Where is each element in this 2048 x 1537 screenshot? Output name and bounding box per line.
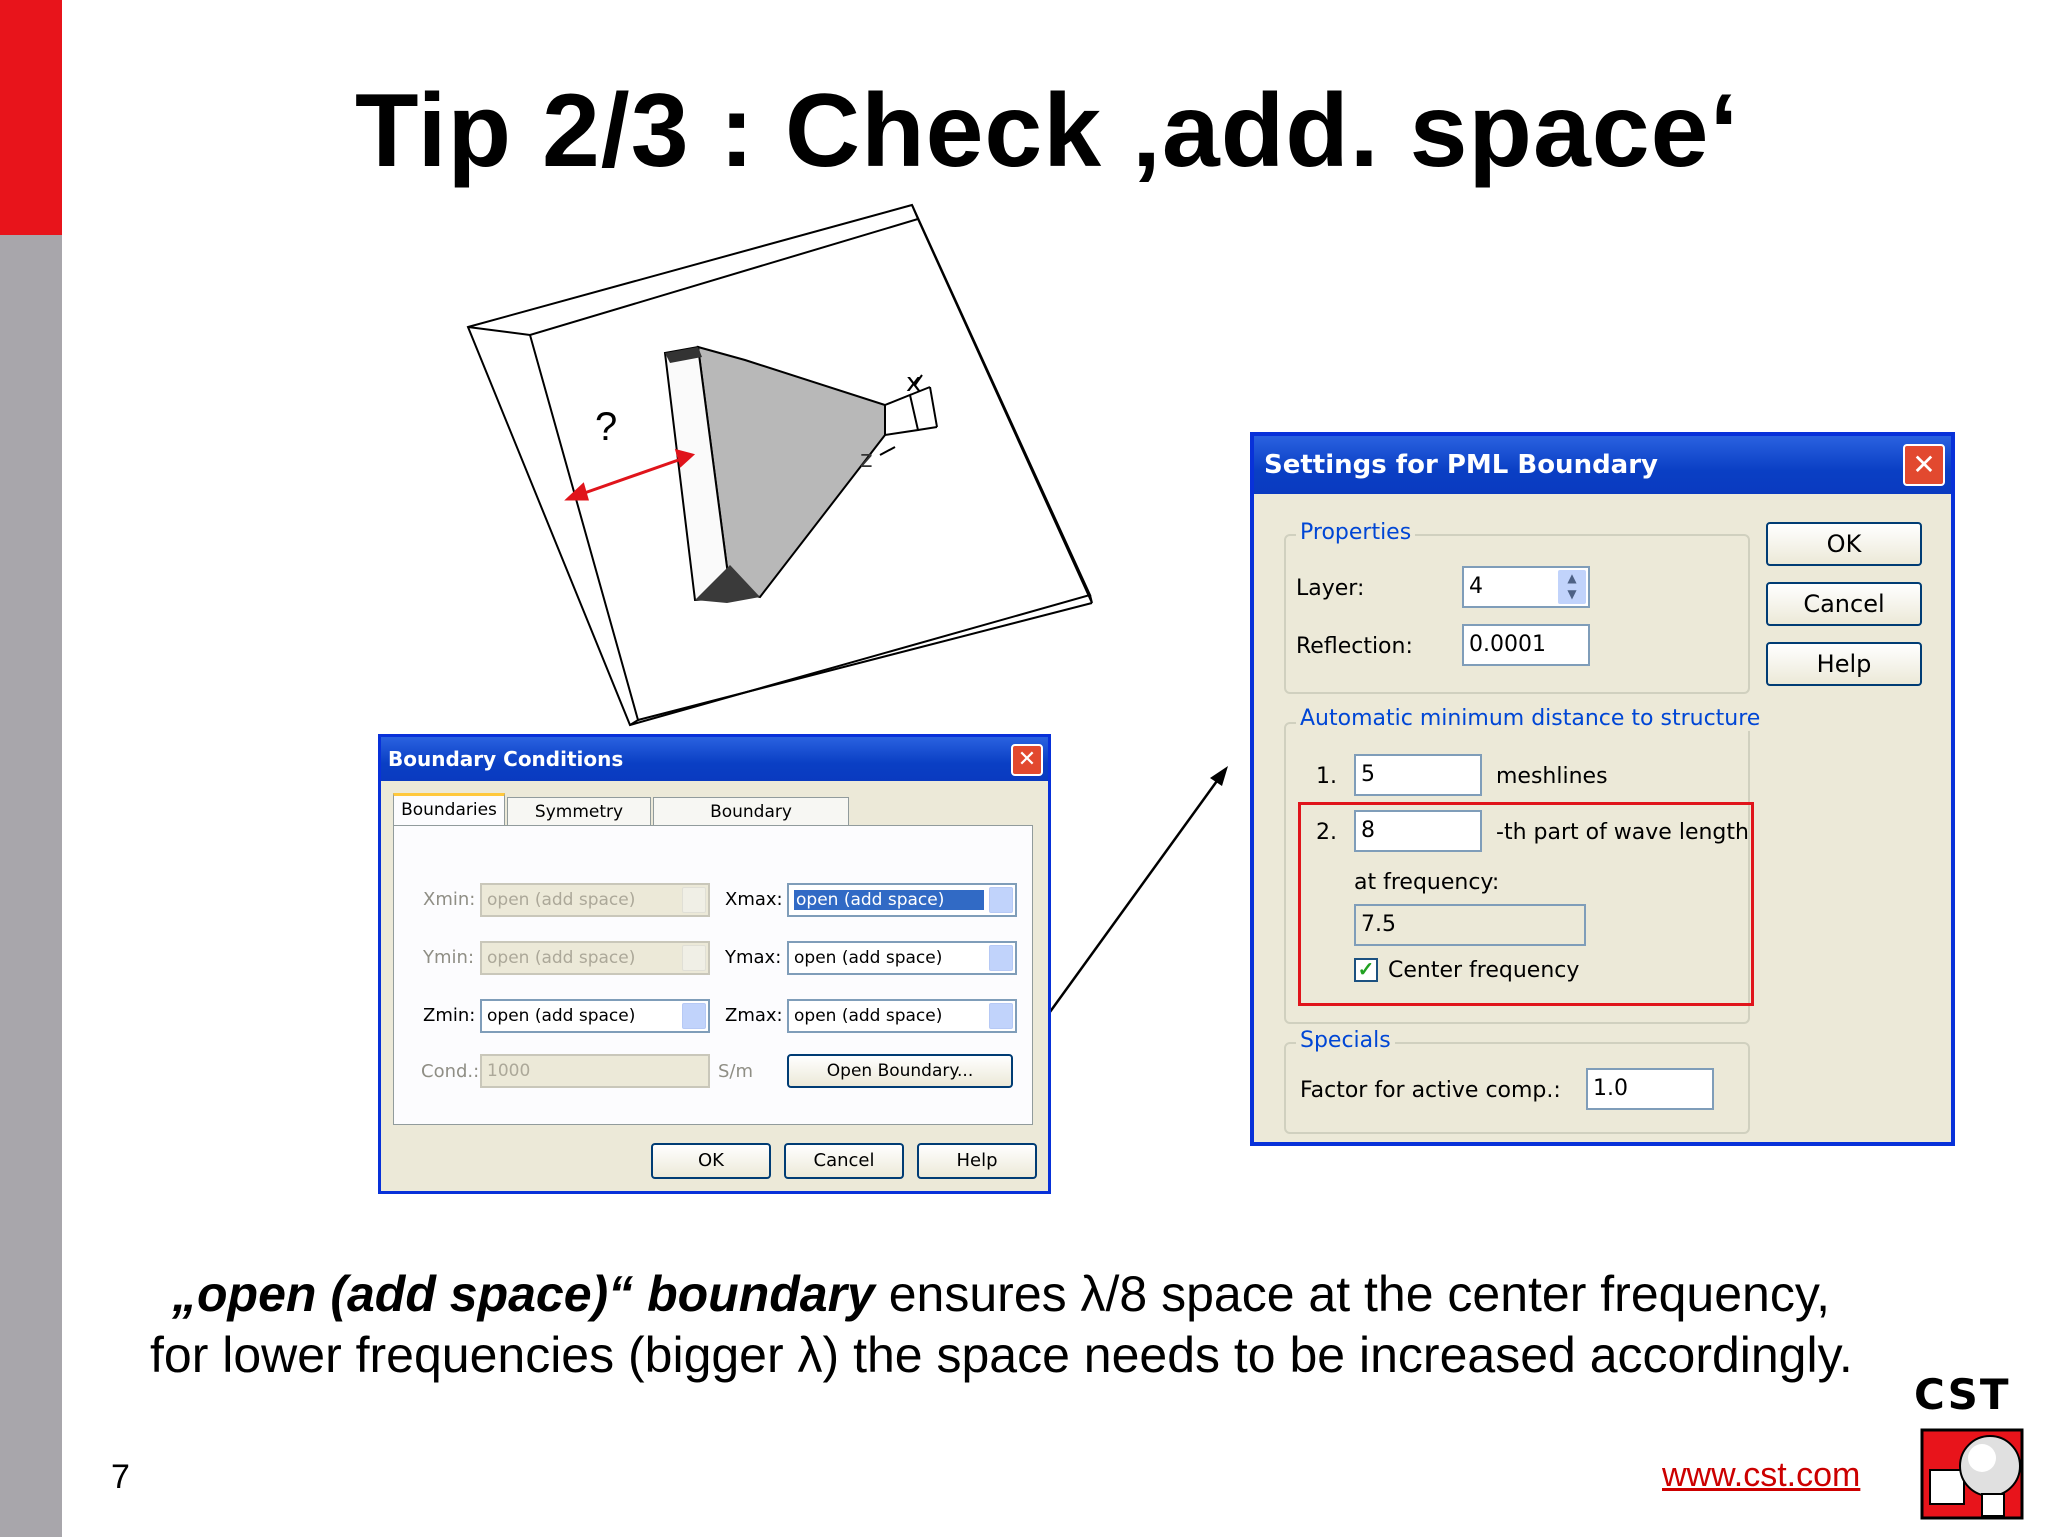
at-frequency-label: at frequency:	[1354, 870, 1500, 895]
pml-settings-dialog	[1250, 432, 1955, 1146]
pml-dialog-title: Settings for PML Boundary	[1264, 450, 1658, 480]
caption-bold: „open (add space)“ boundary	[172, 1266, 875, 1322]
meshlines-field[interactable]: 5	[1354, 754, 1482, 796]
center-frequency-checkbox[interactable]: ✓	[1354, 958, 1378, 982]
center-frequency-label: Center frequency	[1388, 958, 1580, 983]
wavelength-part-label: -th part of wave length	[1496, 820, 1749, 845]
zmax-select[interactable]: open (add space)	[787, 999, 1017, 1033]
layer-label: Layer:	[1296, 576, 1365, 601]
option2-number: 2.	[1316, 820, 1337, 845]
meshlines-label: meshlines	[1496, 764, 1608, 789]
axis-z-label: z	[860, 445, 873, 473]
frequency-field[interactable]: 7.5	[1354, 904, 1586, 946]
xmax-select[interactable]: open (add space)	[787, 883, 1017, 917]
ymax-select[interactable]: open (add space)	[787, 941, 1017, 975]
cst-logo	[1912, 1370, 2042, 1530]
pml-dialog-titlebar	[1254, 436, 1951, 494]
cancel-button[interactable]: Cancel	[1766, 582, 1922, 626]
ok-button[interactable]: OK	[1766, 522, 1922, 566]
help-button[interactable]: Help	[1766, 642, 1922, 686]
question-mark: ?	[595, 405, 618, 449]
tab-boundaries[interactable]: Boundaries	[393, 793, 505, 825]
chevron-down-icon	[989, 887, 1013, 913]
reflection-label: Reflection:	[1296, 634, 1413, 659]
boundary-dialog-titlebar	[381, 737, 1048, 781]
cond-unit-label: S/m	[718, 1061, 754, 1082]
website-link[interactable]: www.cst.com	[1662, 1456, 1861, 1494]
xmin-label: Xmin:	[423, 889, 476, 910]
cond-label: Cond.:	[421, 1061, 480, 1082]
horn-antenna-diagram	[440, 195, 1120, 735]
horn-antenna	[665, 347, 937, 603]
caption-line-2: for lower frequencies (bigger λ) the space needs to be increased accordingly.	[150, 1327, 1853, 1383]
specials-group-title: Specials	[1296, 1028, 1395, 1053]
cond-field[interactable]: 1000	[480, 1054, 710, 1088]
boundary-dialog-title: Boundary Conditions	[388, 747, 624, 771]
cst-logo-graphic	[1920, 1420, 2030, 1524]
zmax-label: Zmax:	[725, 1005, 783, 1026]
close-icon[interactable]: ✕	[1903, 444, 1945, 486]
layer-spinner[interactable]: 4 ▲ ▼	[1462, 566, 1590, 608]
chevron-down-icon	[682, 945, 706, 971]
open-boundary-button[interactable]: Open Boundary...	[787, 1054, 1013, 1088]
slide-caption	[150, 1264, 1910, 1386]
distance-arrow	[568, 451, 692, 499]
factor-label: Factor for active comp.:	[1300, 1078, 1561, 1103]
caption-line-1	[150, 1264, 1910, 1325]
ymax-label: Ymax:	[725, 947, 782, 968]
ymin-select[interactable]: open (add space)	[480, 941, 710, 975]
sidebar-accent-red	[0, 0, 62, 235]
zmin-label: Zmin:	[423, 1005, 476, 1026]
ymin-label: Ymin:	[423, 947, 475, 968]
chevron-down-icon	[682, 1003, 706, 1029]
properties-group	[1284, 534, 1750, 694]
slide-number: 7	[111, 1458, 130, 1496]
slide-title: Tip 2/3 : Check ‚add. space‘	[355, 73, 1740, 189]
chevron-down-icon	[989, 945, 1013, 971]
option1-number: 1.	[1316, 764, 1337, 789]
xmin-select[interactable]: open (add space)	[480, 883, 710, 917]
wavelength-part-field[interactable]: 8	[1354, 810, 1482, 852]
tab-symmetry-planes[interactable]: Symmetry	[507, 797, 651, 825]
caption-rest: ensures λ/8 space at the center frequency,	[874, 1266, 1831, 1322]
axis-x-label: x	[906, 368, 922, 398]
tab-boundary-temperature[interactable]: Boundary	[653, 797, 849, 825]
spinner-arrows-icon[interactable]: ▲ ▼	[1558, 570, 1586, 604]
reflection-field[interactable]: 0.0001	[1462, 624, 1590, 666]
ok-button[interactable]: OK	[651, 1143, 771, 1179]
help-button[interactable]: Help	[917, 1143, 1037, 1179]
close-icon[interactable]: ✕	[1011, 744, 1043, 776]
sidebar-accent-gray	[0, 235, 62, 1537]
cst-logo-text: CST	[1914, 1370, 2011, 1419]
chevron-down-icon	[682, 887, 706, 913]
zmin-select[interactable]: open (add space)	[480, 999, 710, 1033]
boundary-conditions-dialog	[378, 734, 1051, 1194]
xmax-label: Xmax:	[725, 889, 783, 910]
chevron-down-icon	[989, 1003, 1013, 1029]
auto-distance-group-title: Automatic minimum distance to structure	[1296, 706, 1764, 731]
properties-group-title: Properties	[1296, 520, 1415, 545]
cancel-button[interactable]: Cancel	[784, 1143, 904, 1179]
factor-field[interactable]: 1.0	[1586, 1068, 1714, 1110]
